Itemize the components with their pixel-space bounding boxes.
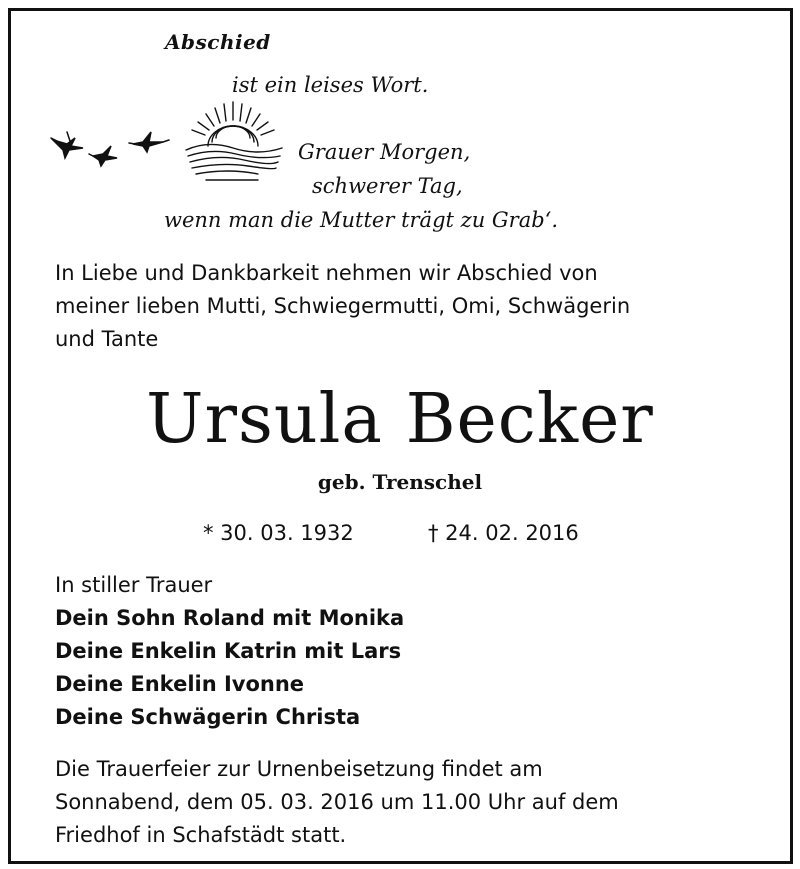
poem-line: wenn man die Mutter trägt zu Grab‘.: [164, 208, 559, 232]
mourners-list: [55, 569, 404, 734]
deceased-name: Ursula Becker: [146, 380, 654, 459]
mourner-name: Deine Schwägerin Christa: [55, 705, 361, 729]
intro-line: und Tante: [55, 327, 159, 351]
service-notice: [55, 753, 755, 852]
poem-title: Abschied: [165, 30, 271, 54]
intro-line: In Liebe und Dankbarkeit nehmen wir Abschied von: [55, 261, 598, 285]
birth-date: * 30. 03. 1932: [203, 521, 354, 545]
service-line: Friedhof in Schafstädt statt.: [55, 823, 347, 847]
service-line: Sonnabend, dem 05. 03. 2016 um 11.00 Uhr auf dem: [55, 790, 619, 814]
poem-line: ist ein leises Wort.: [232, 73, 429, 97]
mourner-name: Dein Sohn Roland mit Monika: [55, 606, 405, 630]
intro-text: [55, 257, 755, 356]
mourner-name: Deine Enkelin Ivonne: [55, 672, 305, 696]
mourners-heading: In stiller Trauer: [55, 573, 213, 597]
service-line: Die Trauerfeier zur Urnenbeisetzung findet am: [55, 757, 543, 781]
flying-birds-icon: [45, 110, 180, 170]
poem-line: schwerer Tag,: [312, 174, 463, 198]
poem-line: Grauer Morgen,: [298, 140, 471, 164]
sunrise-over-hills-icon: [178, 98, 288, 190]
mourner-name: Deine Enkelin Katrin mit Lars: [55, 639, 402, 663]
death-date: † 24. 02. 2016: [428, 521, 579, 545]
intro-line: meiner lieben Mutti, Schwiegermutti, Omi, Schwägerin: [55, 294, 631, 318]
maiden-name: geb. Trenschel: [317, 470, 483, 494]
